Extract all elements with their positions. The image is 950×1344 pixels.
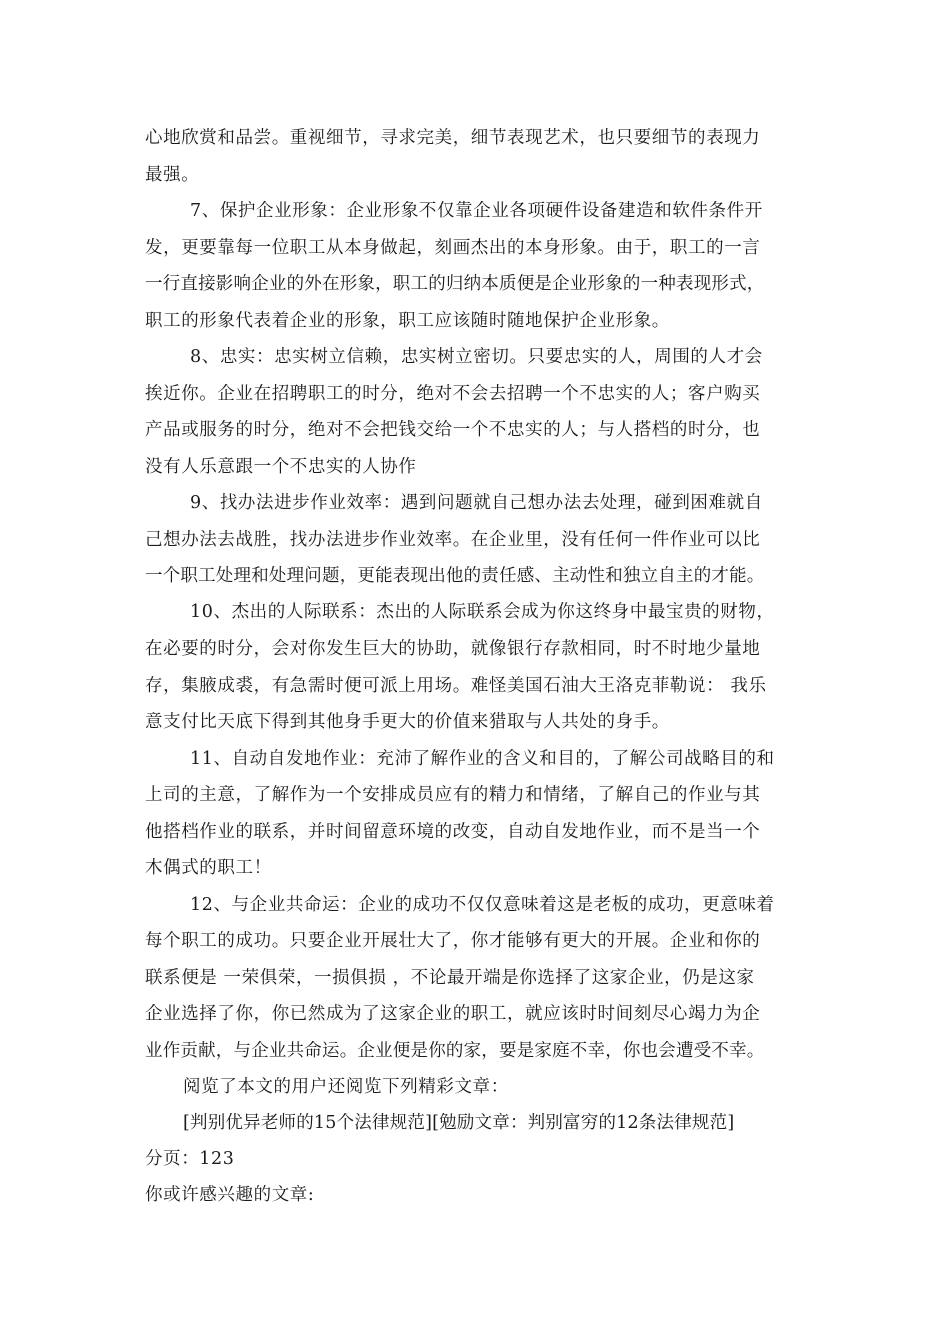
text-line: 挨近你。企业在招聘职工的时分，绝对不会去招聘一个不忠实的人；客户购买 [145,384,761,404]
text-line: 上司的主意，了解作为一个安排成员应有的精力和情绪，了解自己的作业与其 [145,785,761,805]
text-line: 9、找办法进步作业效率：遇到问题就自己想办法去处理，碰到困难就自 [190,493,763,513]
text-line: 每个职工的成功。只要企业开展壮大了，你才能够有更大的开展。企业和你的 [145,931,761,951]
interest-articles-heading: 你或许感兴趣的文章: [145,1185,315,1205]
text-line: 发，更要靠每一位职工从本身做起，刻画杰出的本身形象。由于，职工的一言 [145,238,761,258]
text-line: 最强。 [145,165,200,185]
text-line: 一个职工处理和处理问题，更能表现出他的责任感、主动性和独立自主的才能。 [145,566,765,586]
text-line: 10、杰出的人际联系：杰出的人际联系会成为你这终身中最宝贵的财物， [190,602,775,622]
text-line: 7、保护企业形象：企业形象不仅靠企业各项硬件设备建造和软件条件开 [190,201,763,221]
text-line: 己想办法去战胜，找办法进步作业效率。在企业里，没有任何一件作业可以比 [145,530,761,550]
text-line: 心地欣赏和品尝。重视细节，寻求完美，细节表现艺术，也只要细节的表现力 [145,128,761,148]
text-line: 职工的形象代表着企业的形象，职工应该随时随地保护企业形象。 [145,311,670,331]
text-line: 一行直接影响企业的外在形象，职工的归纳本质便是企业形象的一种表现形式， [145,274,765,294]
text-line: 企业选择了你，你已然成为了这家企业的职工，就应该时时间刻尽心竭力为企 [145,1004,761,1024]
text-line: 业作贡献，与企业共命运。企业便是你的家，要是家庭不幸，你也会遭受不幸。 [145,1041,765,1061]
text-line: 8、忠实：忠实树立信赖，忠实树立密切。只要忠实的人，周围的人才会 [190,347,763,367]
text-line: 产品或服务的时分，绝对不会把钱交给一个不忠实的人；与人搭档的时分，也 [145,420,761,440]
text-line: 12、与企业共命运：企业的成功不仅仅意味着这是老板的成功，更意味着 [190,895,775,915]
related-articles-heading: 阅览了本文的用户还阅览下列精彩文章： [183,1077,509,1097]
related-article-links[interactable]: [判别优异老师的15个法律规范][勉励文章：判别富穷的12条法律规范] [183,1113,735,1133]
text-line: 11、自动自发地作业：充沛了解作业的含义和目的，了解公司战略目的和 [190,749,775,769]
text-line: 没有人乐意跟一个不忠实的人协作 [145,457,417,477]
pagination[interactable]: 分页：123 [145,1149,235,1169]
text-line: 木偶式的职工！ [145,858,272,878]
text-line: 联系便是 一荣俱荣，一损俱损 ，不论最开端是你选择了这家企业，仍是这家 [145,968,755,988]
text-line: 他搭档作业的联系，并时间留意环境的改变，自动自发地作业，而不是当一个 [145,822,761,842]
text-line: 在必要的时分，会对你发生巨大的协助，就像银行存款相同，时不时地少量地 [145,639,761,659]
text-line: 存，集腋成裘，有急需时便可派上用场。难怪美国石油大王洛克菲勒说： 我乐 [145,676,767,696]
text-line: 意支付比天底下得到其他身手更大的价值来猎取与人共处的身手。 [145,712,670,732]
